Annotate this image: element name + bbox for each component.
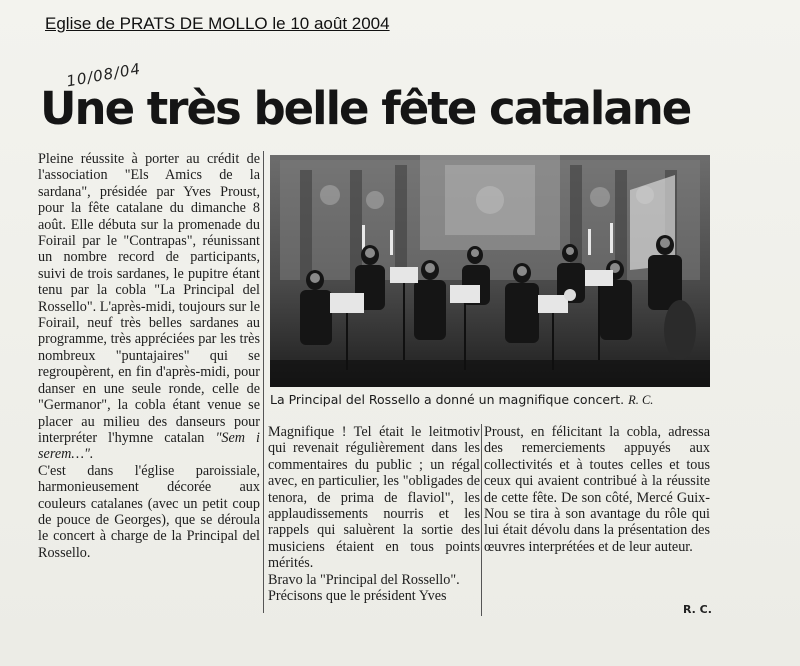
author-signature: R. C. xyxy=(683,603,712,616)
column-divider xyxy=(481,424,482,616)
hymn-title: "Sem i serem…". xyxy=(38,429,260,463)
article-paragraph: Magnifique ! Tel était le leitmotiv qui revenait régulièrement dans les commentaires du public ; un régal avec, en particulier, les "obligades de tenora, de prima de flaviol", les applaudissements nourris et les rappels qui saluèrent la sortie des musiciens étaient en tous points mérités. xyxy=(268,424,480,572)
photo-caption xyxy=(270,392,710,408)
article-column-3 xyxy=(484,424,710,555)
article-paragraph xyxy=(38,151,260,463)
concert-photo-image xyxy=(270,155,710,387)
article-paragraph: Précisons que le président Yves xyxy=(268,588,447,605)
concert-photo xyxy=(270,155,710,387)
clipping-caption: Eglise de PRATS DE MOLLO le 10 août 2004 xyxy=(45,14,390,33)
article-headline: Une très belle fête catalane xyxy=(40,82,691,135)
article-paragraph: C'est dans l'église paroissiale, harmonieusement décorée aux couleurs catalanes (avec un petit coup de pouce de Georges), que se déroula le concert à charge de la Principal del Rossello. xyxy=(38,462,260,561)
paragraph-text: Pleine réussite à porter au crédit de l'association "Els Amics de la sardana", présidée par Yves Proust, pour la fête catalane du dimanche 8 août. Elle débuta sur la promenade du Foirail par le "Contrapas", réunissant un nombre record de participants, suivi de trois sardanes, le pupitre étant tenu par la cobla "La Principal del Rossello". L'après-midi, toujours sur le Foirail, neuf très belles sardanes au programme, très appréciées par les très nombreux "puntajaires" qui se regroupèrent, en fin d'après-midi, pour danser en une seule ronde, celle de "Germanor", la cobla étant venue se placer au milieu des danseurs pour interpréter l'hymne catalan xyxy=(38,151,260,446)
photo-caption-text: La Principal del Rossello a donné un magnifique concert. xyxy=(270,392,625,407)
column-divider xyxy=(263,151,264,613)
handwritten-date: 10/08/04 xyxy=(65,59,143,91)
article-paragraph: Proust, en félicitant la cobla, adressa des remerciements appuyés aux collectivités et à toutes celles et tous ceux qui avaient contribué à la réussite de cette fête. De son côté, Mercé Guix-Nou se tira à son avantage du rôle qui lui était dévolu dans la présentation des œuvres interprétées et de leur auteur. xyxy=(484,424,710,555)
article-paragraph: Bravo la "Principal del Rossello". xyxy=(268,571,460,588)
article-column-1 xyxy=(38,151,260,561)
article-column-2 xyxy=(268,424,480,604)
photo-credit: R. C. xyxy=(628,393,654,407)
